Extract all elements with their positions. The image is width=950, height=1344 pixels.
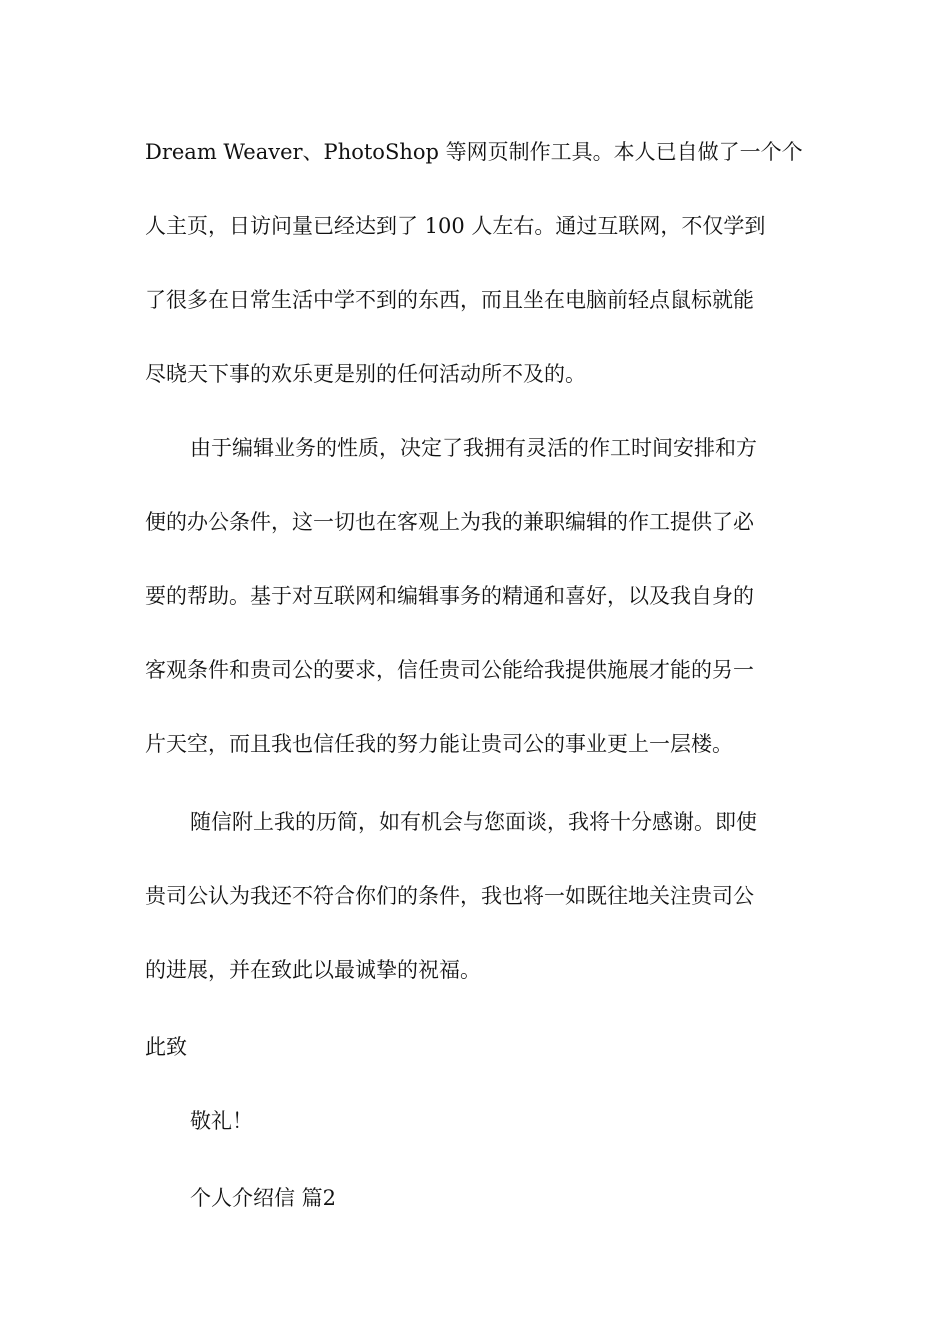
closing-regards: 敬礼！ — [190, 1109, 253, 1133]
paragraph-line: 由于编辑业务的性质，决定了我拥有灵活的作工时间安排和方 — [190, 436, 757, 460]
paragraph-line: 人主页，日访问量已经达到了 100 人左右。通过互联网，不仅学到 — [145, 214, 766, 238]
paragraph-line: 客观条件和贵司公的要求，信任贵司公能给我提供施展才能的另一 — [145, 658, 754, 682]
closing-salutation: 此致 — [145, 1035, 187, 1059]
paragraph-line: 要的帮助。基于对互联网和编辑事务的精通和喜好，以及我自身的 — [145, 584, 754, 608]
section-heading: 个人介绍信 篇2 — [190, 1186, 337, 1210]
paragraph-line: Dream Weaver、PhotoShop 等网页制作工具。本人已自做了一个个 — [145, 140, 803, 164]
paragraph-line: 贵司公认为我还不符合你们的条件，我也将一如既往地关注贵司公 — [145, 884, 754, 908]
paragraph-line: 随信附上我的历简，如有机会与您面谈，我将十分感谢。即使 — [190, 810, 757, 834]
paragraph-line: 尽晓天下事的欢乐更是别的任何活动所不及的。 — [145, 362, 586, 386]
paragraph-line: 的进展，并在致此以最诚挚的祝福。 — [145, 958, 481, 982]
paragraph-line: 了很多在日常生活中学不到的东西，而且坐在电脑前轻点鼠标就能 — [145, 288, 754, 312]
paragraph-line: 片天空，而且我也信任我的努力能让贵司公的事业更上一层楼。 — [145, 732, 733, 756]
paragraph-line: 便的办公条件，这一切也在客观上为我的兼职编辑的作工提供了必 — [145, 510, 754, 534]
